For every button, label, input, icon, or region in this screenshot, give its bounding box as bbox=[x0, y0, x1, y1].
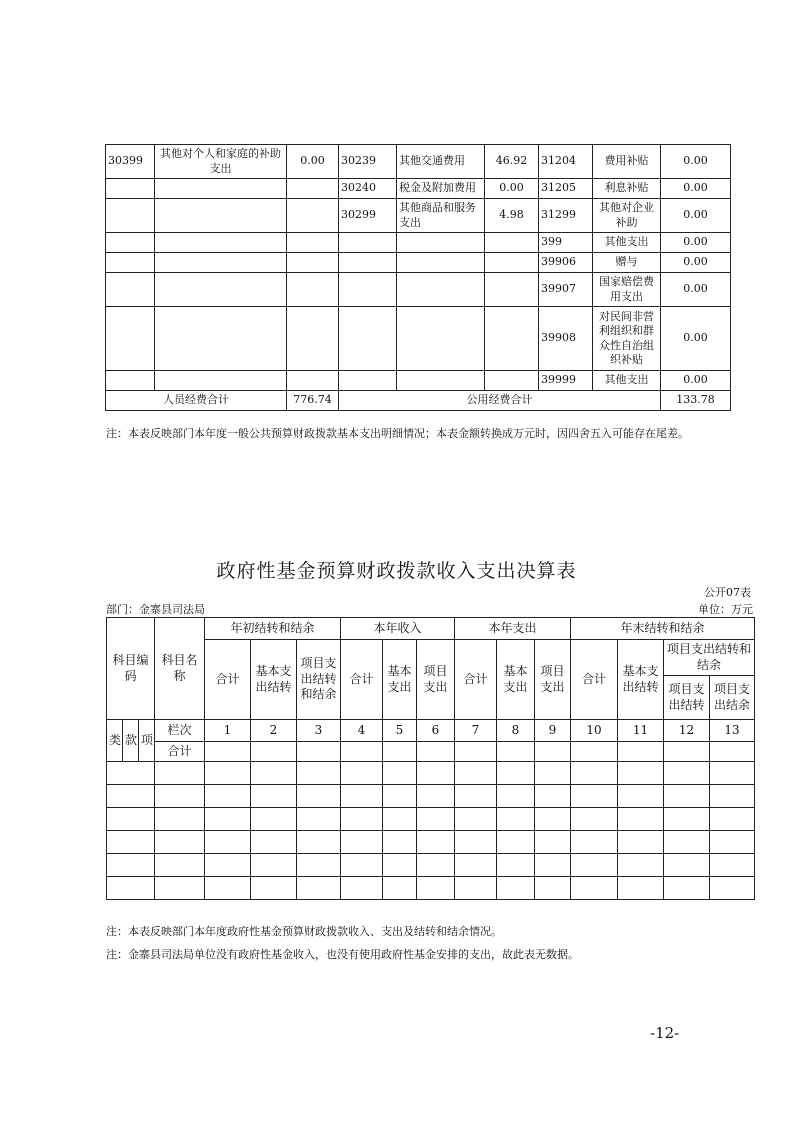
table-cell bbox=[287, 199, 339, 233]
table-cell bbox=[106, 233, 155, 253]
table-cell bbox=[417, 808, 455, 831]
table-cell bbox=[664, 877, 710, 900]
table-cell: 39906 bbox=[539, 253, 593, 273]
table-cell bbox=[571, 762, 618, 785]
table-cell: 31299 bbox=[539, 199, 593, 233]
table-cell bbox=[485, 253, 539, 273]
table-cell bbox=[485, 307, 539, 371]
table-cell bbox=[455, 877, 497, 900]
table-cell: 31205 bbox=[539, 179, 593, 199]
column-number: 11 bbox=[618, 720, 664, 742]
table-cell bbox=[205, 742, 251, 762]
table-cell bbox=[341, 831, 383, 854]
table-cell bbox=[155, 371, 287, 391]
table-cell bbox=[383, 831, 417, 854]
table-row bbox=[107, 808, 755, 831]
personnel-total-value: 776.74 bbox=[287, 391, 339, 411]
table-cell bbox=[107, 808, 155, 831]
subject-code-header: 科目编码 bbox=[107, 618, 155, 720]
table-note: 注：本表反映部门本年度一般公共预算财政拨款基本支出明细情况；本表金额转换成万元时，因四舍五入可能存在尾差。 bbox=[106, 427, 689, 440]
table-cell bbox=[339, 307, 397, 371]
table-cell bbox=[287, 307, 339, 371]
table-cell bbox=[297, 808, 341, 831]
table-cell bbox=[618, 854, 664, 877]
table-cell bbox=[205, 762, 251, 785]
fund-budget-table bbox=[106, 617, 755, 900]
table-cell bbox=[155, 307, 287, 371]
table-cell bbox=[397, 307, 485, 371]
table-cell bbox=[251, 742, 297, 762]
table-cell bbox=[205, 785, 251, 808]
table-cell bbox=[107, 762, 155, 785]
table-cell bbox=[571, 785, 618, 808]
opening-balance-header: 年初结转和结余 bbox=[205, 618, 341, 640]
table-cell bbox=[485, 233, 539, 253]
table-cell: 国家赔偿费用支出 bbox=[593, 273, 661, 307]
totals-row bbox=[106, 391, 731, 411]
table-cell bbox=[383, 877, 417, 900]
table-cell bbox=[339, 371, 397, 391]
department-label: 部门：金寨县司法局 bbox=[106, 603, 205, 616]
table-row bbox=[107, 877, 755, 900]
table-cell bbox=[535, 762, 571, 785]
table-cell bbox=[571, 808, 618, 831]
table-cell bbox=[417, 742, 455, 762]
header-project-balance: 项目支出结余 bbox=[710, 676, 755, 720]
table-cell bbox=[155, 785, 205, 808]
table-cell bbox=[485, 273, 539, 307]
column-number: 1 bbox=[205, 720, 251, 742]
table-cell bbox=[383, 762, 417, 785]
table-cell bbox=[107, 785, 155, 808]
table-cell bbox=[107, 854, 155, 877]
table-cell bbox=[339, 253, 397, 273]
table-cell: 4.98 bbox=[485, 199, 539, 233]
table-cell bbox=[417, 831, 455, 854]
header-project-exp: 项目支出 bbox=[535, 640, 571, 720]
table-cell bbox=[155, 854, 205, 877]
table-cell: 30399 bbox=[106, 145, 155, 179]
table-cell: 0.00 bbox=[661, 233, 731, 253]
header-basic-exp: 基本支出 bbox=[497, 640, 535, 720]
table-cell bbox=[455, 854, 497, 877]
table-cell bbox=[664, 831, 710, 854]
table-cell bbox=[417, 785, 455, 808]
public-total-value: 133.78 bbox=[661, 391, 731, 411]
table-row bbox=[106, 273, 731, 307]
table-cell: 税金及附加费用 bbox=[397, 179, 485, 199]
column-number: 3 bbox=[297, 720, 341, 742]
header-total: 合计 bbox=[341, 640, 383, 720]
table-cell bbox=[497, 808, 535, 831]
table-cell: 0.00 bbox=[661, 371, 731, 391]
current-expense-header: 本年支出 bbox=[455, 618, 571, 640]
column-number: 6 bbox=[417, 720, 455, 742]
table-cell: 0.00 bbox=[485, 179, 539, 199]
row-total-label: 合计 bbox=[155, 742, 205, 762]
public-total-label: 公用经费合计 bbox=[339, 391, 661, 411]
column-number: 4 bbox=[341, 720, 383, 742]
table-cell bbox=[571, 742, 618, 762]
header-project-carry-balance: 项目支出结转和结余 bbox=[297, 640, 341, 720]
table-cell bbox=[664, 808, 710, 831]
table-row bbox=[107, 762, 755, 785]
column-number: 2 bbox=[251, 720, 297, 742]
table-cell bbox=[455, 742, 497, 762]
table-cell bbox=[287, 233, 339, 253]
header-kuan: 款 bbox=[123, 720, 139, 762]
table-cell bbox=[205, 831, 251, 854]
personnel-total-label: 人员经费合计 bbox=[106, 391, 287, 411]
table-cell bbox=[106, 273, 155, 307]
table-cell: 其他对企业补助 bbox=[593, 199, 661, 233]
table-cell: 30299 bbox=[339, 199, 397, 233]
table-cell: 0.00 bbox=[661, 179, 731, 199]
table-cell: 0.00 bbox=[661, 145, 731, 179]
table-cell bbox=[497, 762, 535, 785]
table-cell bbox=[106, 253, 155, 273]
header-total: 合计 bbox=[571, 640, 618, 720]
table-cell bbox=[106, 179, 155, 199]
table-cell bbox=[710, 808, 755, 831]
header-lanci: 栏次 bbox=[155, 720, 205, 742]
table-cell bbox=[571, 877, 618, 900]
table-cell bbox=[155, 831, 205, 854]
table-cell bbox=[455, 808, 497, 831]
table-cell bbox=[664, 785, 710, 808]
header-total: 合计 bbox=[455, 640, 497, 720]
subject-name-header: 科目名称 bbox=[155, 618, 205, 720]
column-number: 9 bbox=[535, 720, 571, 742]
table-cell bbox=[618, 808, 664, 831]
table-cell bbox=[155, 253, 287, 273]
table-cell bbox=[664, 742, 710, 762]
table-cell bbox=[455, 785, 497, 808]
table-cell bbox=[287, 273, 339, 307]
table-cell bbox=[339, 233, 397, 253]
table-cell bbox=[618, 877, 664, 900]
table-cell bbox=[535, 785, 571, 808]
table-cell bbox=[383, 808, 417, 831]
table-row bbox=[106, 179, 731, 199]
table-cell: 对民间非营利组织和群众性自治组织补贴 bbox=[593, 307, 661, 371]
form-number: 公开07表 bbox=[704, 586, 751, 599]
table-cell bbox=[155, 808, 205, 831]
table-cell bbox=[341, 785, 383, 808]
column-number: 8 bbox=[497, 720, 535, 742]
table-cell bbox=[287, 253, 339, 273]
header-project-exp: 项目支出 bbox=[417, 640, 455, 720]
table-cell bbox=[205, 808, 251, 831]
table-cell bbox=[535, 808, 571, 831]
table-cell bbox=[485, 371, 539, 391]
table-cell: 其他交通费用 bbox=[397, 145, 485, 179]
table-cell bbox=[571, 854, 618, 877]
table-cell bbox=[710, 877, 755, 900]
table-cell bbox=[341, 742, 383, 762]
table-cell bbox=[106, 199, 155, 233]
table-row bbox=[106, 199, 731, 233]
table-cell bbox=[710, 742, 755, 762]
table-cell bbox=[341, 854, 383, 877]
table-cell bbox=[106, 307, 155, 371]
column-number: 7 bbox=[455, 720, 497, 742]
table-cell bbox=[497, 785, 535, 808]
header-xiang: 项 bbox=[139, 720, 155, 762]
table-row bbox=[106, 145, 731, 179]
table-cell: 利息补贴 bbox=[593, 179, 661, 199]
table-row bbox=[106, 253, 731, 273]
table-cell bbox=[341, 808, 383, 831]
table-cell bbox=[287, 179, 339, 199]
table-note: 注：本表反映部门本年度政府性基金预算财政拨款收入、支出及结转和结余情况。 bbox=[106, 925, 502, 938]
table-cell bbox=[107, 877, 155, 900]
header-basic-carry: 基本支出结转 bbox=[618, 640, 664, 720]
table-cell bbox=[664, 762, 710, 785]
table-cell bbox=[297, 742, 341, 762]
table-cell: 39999 bbox=[539, 371, 593, 391]
unit-label: 单位：万元 bbox=[698, 603, 753, 616]
table-cell bbox=[397, 233, 485, 253]
table-cell bbox=[251, 877, 297, 900]
table-cell bbox=[417, 854, 455, 877]
table-cell bbox=[397, 371, 485, 391]
table-cell bbox=[297, 762, 341, 785]
table-note: 注：金寨县司法局单位没有政府性基金收入，也没有使用政府性基金安排的支出，故此表无数据。 bbox=[106, 948, 579, 961]
table-cell bbox=[107, 831, 155, 854]
header-total: 合计 bbox=[205, 640, 251, 720]
table-cell bbox=[155, 273, 287, 307]
table-cell bbox=[383, 742, 417, 762]
table-cell bbox=[251, 808, 297, 831]
page-title: 政府性基金预算财政拨款收入支出决算表 bbox=[216, 560, 577, 582]
table-cell bbox=[618, 785, 664, 808]
table-cell bbox=[497, 877, 535, 900]
table-cell bbox=[710, 762, 755, 785]
table-cell: 其他商品和服务支出 bbox=[397, 199, 485, 233]
table-cell: 0.00 bbox=[661, 273, 731, 307]
table-cell: 0.00 bbox=[287, 145, 339, 179]
table-cell: 399 bbox=[539, 233, 593, 253]
table-cell bbox=[417, 877, 455, 900]
column-number: 13 bbox=[710, 720, 755, 742]
table-cell bbox=[205, 877, 251, 900]
table-cell: 费用补贴 bbox=[593, 145, 661, 179]
table-cell bbox=[497, 742, 535, 762]
table-cell bbox=[455, 831, 497, 854]
table-cell bbox=[397, 273, 485, 307]
table-cell: 其他对个人和家庭的补助支出 bbox=[155, 145, 287, 179]
table-cell bbox=[571, 831, 618, 854]
page-number: -12- bbox=[650, 1024, 680, 1042]
header-project-carry-balance: 项目支出结转和结余 bbox=[664, 640, 755, 676]
table-cell bbox=[710, 831, 755, 854]
table-cell bbox=[297, 831, 341, 854]
table-cell bbox=[383, 785, 417, 808]
table-cell bbox=[251, 785, 297, 808]
table-cell bbox=[535, 742, 571, 762]
table-cell: 46.92 bbox=[485, 145, 539, 179]
table-cell: 赠与 bbox=[593, 253, 661, 273]
table-cell: 0.00 bbox=[661, 253, 731, 273]
table-cell bbox=[664, 854, 710, 877]
table-row bbox=[106, 307, 731, 371]
table-cell bbox=[710, 785, 755, 808]
table-cell bbox=[618, 831, 664, 854]
column-number: 10 bbox=[571, 720, 618, 742]
table-cell bbox=[155, 199, 287, 233]
table-cell bbox=[205, 854, 251, 877]
table-row bbox=[107, 831, 755, 854]
table-cell bbox=[251, 831, 297, 854]
table-cell bbox=[710, 854, 755, 877]
table-cell bbox=[341, 877, 383, 900]
table-cell bbox=[106, 371, 155, 391]
table-cell bbox=[383, 854, 417, 877]
header-basic-carry: 基本支出结转 bbox=[251, 640, 297, 720]
table-cell bbox=[497, 831, 535, 854]
table-row bbox=[106, 233, 731, 253]
table-cell bbox=[155, 233, 287, 253]
table-row bbox=[106, 371, 731, 391]
table-cell: 39907 bbox=[539, 273, 593, 307]
table-cell: 39908 bbox=[539, 307, 593, 371]
table-cell bbox=[339, 273, 397, 307]
table-cell: 0.00 bbox=[661, 307, 731, 371]
table-cell bbox=[535, 877, 571, 900]
table-cell bbox=[155, 877, 205, 900]
table-cell: 30240 bbox=[339, 179, 397, 199]
table-cell: 其他支出 bbox=[593, 233, 661, 253]
table-row bbox=[107, 854, 755, 877]
table-cell bbox=[397, 253, 485, 273]
table-cell bbox=[497, 854, 535, 877]
basic-expenditure-table bbox=[105, 144, 731, 411]
table-cell bbox=[455, 762, 497, 785]
table-cell bbox=[287, 371, 339, 391]
header-project-carry: 项目支出结转 bbox=[664, 676, 710, 720]
table-cell: 30239 bbox=[339, 145, 397, 179]
table-cell bbox=[155, 762, 205, 785]
table-cell bbox=[618, 742, 664, 762]
current-income-header: 本年收入 bbox=[341, 618, 455, 640]
table-cell: 0.00 bbox=[661, 199, 731, 233]
header-lei: 类 bbox=[107, 720, 123, 762]
table-cell bbox=[341, 762, 383, 785]
table-cell bbox=[618, 762, 664, 785]
table-cell bbox=[251, 854, 297, 877]
table-cell bbox=[417, 762, 455, 785]
table-row bbox=[107, 785, 755, 808]
table-cell bbox=[297, 785, 341, 808]
table-cell bbox=[155, 179, 287, 199]
closing-balance-header: 年末结转和结余 bbox=[571, 618, 755, 640]
table-cell bbox=[297, 877, 341, 900]
column-number: 5 bbox=[383, 720, 417, 742]
table-cell bbox=[535, 831, 571, 854]
column-number: 12 bbox=[664, 720, 710, 742]
table-cell bbox=[251, 762, 297, 785]
table-cell: 31204 bbox=[539, 145, 593, 179]
table-cell bbox=[535, 854, 571, 877]
table-cell: 其他支出 bbox=[593, 371, 661, 391]
table-cell bbox=[297, 854, 341, 877]
header-basic-exp: 基本支出 bbox=[383, 640, 417, 720]
